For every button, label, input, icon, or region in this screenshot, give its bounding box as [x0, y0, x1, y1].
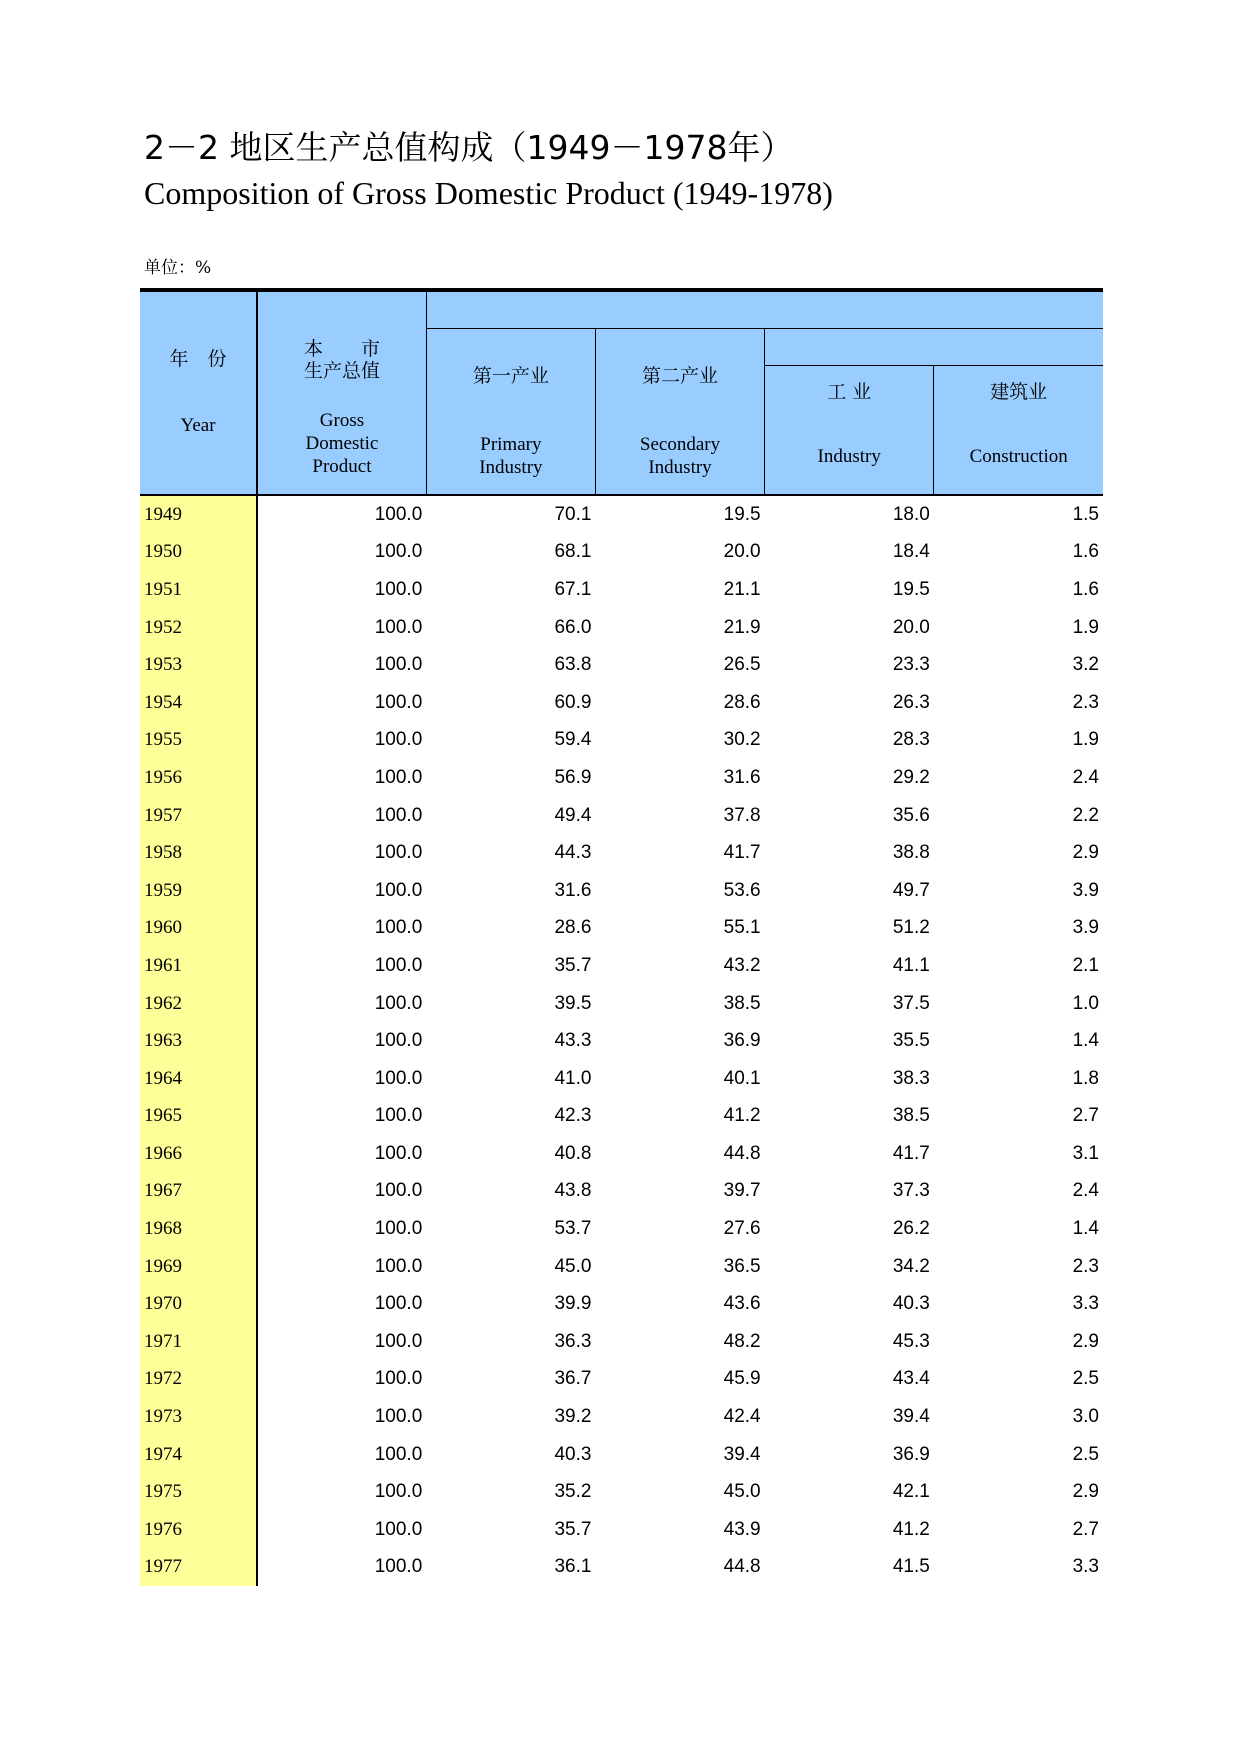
cell-secondary: 37.8 — [723, 804, 761, 826]
table-row — [140, 495, 1103, 534]
table-row — [140, 947, 1103, 985]
gdp-composition-table — [140, 288, 1103, 1586]
cell-year: 1962 — [140, 985, 257, 1023]
header-primary-cn: 第一产业 — [472, 365, 549, 388]
cell-industry: 38.8 — [892, 842, 930, 864]
cell-industry: 37.3 — [892, 1180, 930, 1202]
cell-year: 1976 — [140, 1511, 257, 1549]
cell-primary: 36.7 — [554, 1368, 592, 1390]
table-row — [140, 1511, 1103, 1549]
cell-secondary: 43.2 — [723, 954, 761, 976]
cell-primary: 28.6 — [554, 917, 592, 939]
cell-primary: 35.7 — [554, 954, 592, 976]
cell-construction: 1.9 — [1072, 616, 1099, 638]
header-construction — [934, 365, 1103, 419]
cell-industry: 34.2 — [892, 1255, 930, 1277]
cell-construction: 1.0 — [1072, 992, 1099, 1014]
cell-secondary: 21.1 — [723, 578, 761, 600]
header-year-cn: 年 份 — [169, 348, 227, 370]
table-row — [140, 1436, 1103, 1474]
cell-secondary: 28.6 — [723, 691, 761, 713]
cell-secondary: 53.6 — [723, 879, 761, 901]
cell-construction: 1.9 — [1072, 729, 1099, 751]
page-title-cn: 2－2 地区生产总值构成（1949－1978年） — [144, 128, 794, 167]
cell-industry: 38.3 — [892, 1067, 930, 1089]
table-row — [140, 534, 1103, 572]
cell-construction: 2.9 — [1072, 1330, 1099, 1352]
header-construction-cn: 建筑业 — [990, 381, 1048, 404]
cell-gdp: 100.0 — [374, 1406, 423, 1428]
header-industry-en-cell — [765, 419, 934, 495]
cell-gdp: 100.0 — [374, 1518, 423, 1540]
cell-primary: 63.8 — [554, 654, 592, 676]
unit-label: 单位：% — [144, 258, 212, 278]
header-secondary — [595, 328, 764, 495]
cell-construction: 1.4 — [1072, 1218, 1099, 1240]
cell-secondary: 21.9 — [723, 616, 761, 638]
cell-construction: 3.9 — [1072, 879, 1099, 901]
table-header — [140, 290, 1103, 495]
cell-secondary: 26.5 — [723, 654, 761, 676]
gdp-composition-table-container — [140, 288, 1103, 1586]
cell-secondary: 41.7 — [723, 842, 761, 864]
cell-industry: 40.3 — [892, 1293, 930, 1315]
cell-year: 1975 — [140, 1473, 257, 1511]
cell-primary: 68.1 — [554, 541, 592, 563]
cell-primary: 39.5 — [554, 992, 592, 1014]
cell-industry: 43.4 — [892, 1368, 930, 1390]
cell-industry: 36.9 — [892, 1443, 930, 1465]
cell-gdp: 100.0 — [374, 616, 423, 638]
cell-construction: 2.1 — [1072, 954, 1099, 976]
cell-gdp: 100.0 — [374, 842, 423, 864]
cell-industry: 18.4 — [892, 541, 930, 563]
cell-industry: 42.1 — [892, 1481, 930, 1503]
cell-primary: 40.3 — [554, 1443, 592, 1465]
header-industry-cn: 工 业 — [827, 381, 872, 404]
cell-industry: 29.2 — [892, 766, 930, 788]
cell-construction: 2.9 — [1072, 1481, 1099, 1503]
cell-gdp: 100.0 — [374, 691, 423, 713]
cell-secondary: 36.5 — [723, 1255, 761, 1277]
cell-construction: 2.4 — [1072, 766, 1099, 788]
table-row — [140, 1473, 1103, 1511]
cell-primary: 39.9 — [554, 1293, 592, 1315]
cell-secondary: 48.2 — [723, 1330, 761, 1352]
cell-construction: 2.2 — [1072, 804, 1099, 826]
cell-primary: 59.4 — [554, 729, 592, 751]
cell-construction: 3.9 — [1072, 917, 1099, 939]
header-year — [140, 290, 257, 495]
cell-year: 1952 — [140, 609, 257, 647]
cell-industry: 26.2 — [892, 1218, 930, 1240]
cell-primary: 40.8 — [554, 1142, 592, 1164]
cell-construction: 3.3 — [1072, 1293, 1099, 1315]
header-industry-en: Industry — [817, 446, 881, 467]
cell-construction: 3.3 — [1072, 1556, 1099, 1578]
cell-construction: 2.4 — [1072, 1180, 1099, 1202]
cell-industry: 26.3 — [892, 691, 930, 713]
cell-gdp: 100.0 — [374, 766, 423, 788]
cell-industry: 28.3 — [892, 729, 930, 751]
header-industry — [765, 365, 934, 419]
cell-gdp: 100.0 — [374, 1443, 423, 1465]
cell-primary: 35.2 — [554, 1481, 592, 1503]
cell-year: 1951 — [140, 571, 257, 609]
table-row — [140, 1361, 1103, 1399]
cell-industry: 49.7 — [892, 879, 930, 901]
cell-year: 1972 — [140, 1361, 257, 1399]
cell-gdp: 100.0 — [374, 1556, 423, 1578]
cell-primary: 49.4 — [554, 804, 592, 826]
table-row — [140, 1549, 1103, 1587]
cell-primary: 43.3 — [554, 1030, 592, 1052]
cell-gdp: 100.0 — [374, 503, 423, 525]
cell-primary: 67.1 — [554, 578, 592, 600]
cell-construction: 2.5 — [1072, 1368, 1099, 1390]
table-row — [140, 1173, 1103, 1211]
cell-gdp: 100.0 — [374, 1481, 423, 1503]
cell-year: 1961 — [140, 947, 257, 985]
cell-year: 1958 — [140, 834, 257, 872]
cell-secondary: 44.8 — [723, 1142, 761, 1164]
cell-industry: 19.5 — [892, 578, 930, 600]
page-title-en: Composition of Gross Domestic Product (1949-1978) — [144, 175, 833, 211]
cell-year: 1963 — [140, 1022, 257, 1060]
cell-primary: 31.6 — [554, 879, 592, 901]
cell-gdp: 100.0 — [374, 917, 423, 939]
cell-construction: 2.9 — [1072, 842, 1099, 864]
cell-gdp: 100.0 — [374, 1180, 423, 1202]
cell-year: 1968 — [140, 1210, 257, 1248]
cell-gdp: 100.0 — [374, 804, 423, 826]
cell-secondary: 43.9 — [723, 1518, 761, 1540]
cell-industry: 41.2 — [892, 1518, 930, 1540]
cell-primary: 60.9 — [554, 691, 592, 713]
cell-gdp: 100.0 — [374, 1255, 423, 1277]
table-row — [140, 1022, 1103, 1060]
cell-gdp: 100.0 — [374, 1142, 423, 1164]
cell-industry: 38.5 — [892, 1105, 930, 1127]
cell-year: 1964 — [140, 1060, 257, 1098]
table-row — [140, 571, 1103, 609]
cell-year: 1974 — [140, 1436, 257, 1474]
cell-gdp: 100.0 — [374, 954, 423, 976]
cell-industry: 41.5 — [892, 1556, 930, 1578]
cell-industry: 51.2 — [892, 917, 930, 939]
cell-industry: 41.7 — [892, 1142, 930, 1164]
cell-year: 1949 — [140, 495, 257, 534]
table-row — [140, 834, 1103, 872]
cell-primary: 36.1 — [554, 1556, 592, 1578]
table-body — [140, 495, 1103, 1586]
cell-secondary: 45.0 — [723, 1481, 761, 1503]
table-row — [140, 684, 1103, 722]
cell-gdp: 100.0 — [374, 654, 423, 676]
table-row — [140, 910, 1103, 948]
header-gdp-cn-1: 本 市 — [303, 338, 380, 360]
table-row — [140, 1098, 1103, 1136]
cell-gdp: 100.0 — [374, 578, 423, 600]
table-row — [140, 1323, 1103, 1361]
cell-construction: 2.7 — [1072, 1105, 1099, 1127]
header-secondary-cn: 第二产业 — [642, 365, 719, 388]
cell-year: 1969 — [140, 1248, 257, 1286]
cell-year: 1950 — [140, 534, 257, 572]
cell-construction: 1.8 — [1072, 1067, 1099, 1089]
cell-secondary: 38.5 — [723, 992, 761, 1014]
table-row — [140, 1210, 1103, 1248]
cell-primary: 66.0 — [554, 616, 592, 638]
cell-secondary: 20.0 — [723, 541, 761, 563]
cell-construction: 1.6 — [1072, 541, 1099, 563]
cell-industry: 20.0 — [892, 616, 930, 638]
cell-secondary: 43.6 — [723, 1293, 761, 1315]
cell-gdp: 100.0 — [374, 729, 423, 751]
cell-secondary: 27.6 — [723, 1218, 761, 1240]
cell-construction: 2.3 — [1072, 691, 1099, 713]
cell-primary: 70.1 — [554, 503, 592, 525]
header-gdp — [257, 290, 426, 495]
header-construction-en: Construction — [969, 446, 1068, 467]
cell-year: 1956 — [140, 759, 257, 797]
cell-gdp: 100.0 — [374, 1330, 423, 1352]
header-primary-en: Primary Industry — [479, 434, 543, 479]
cell-year: 1966 — [140, 1135, 257, 1173]
cell-construction: 3.1 — [1072, 1142, 1099, 1164]
cell-gdp: 100.0 — [374, 992, 423, 1014]
header-top-band — [426, 290, 1103, 328]
table-row — [140, 1398, 1103, 1436]
cell-construction: 2.7 — [1072, 1518, 1099, 1540]
cell-secondary: 40.1 — [723, 1067, 761, 1089]
cell-gdp: 100.0 — [374, 1293, 423, 1315]
cell-year: 1954 — [140, 684, 257, 722]
cell-primary: 35.7 — [554, 1518, 592, 1540]
cell-primary: 36.3 — [554, 1330, 592, 1352]
cell-secondary: 36.9 — [723, 1030, 761, 1052]
cell-primary: 41.0 — [554, 1067, 592, 1089]
cell-secondary: 31.6 — [723, 766, 761, 788]
cell-construction: 2.3 — [1072, 1255, 1099, 1277]
cell-industry: 39.4 — [892, 1406, 930, 1428]
cell-primary: 44.3 — [554, 842, 592, 864]
cell-industry: 45.3 — [892, 1330, 930, 1352]
header-secondary-en: Secondary Industry — [639, 434, 721, 479]
cell-year: 1960 — [140, 910, 257, 948]
header-year-en: Year — [180, 415, 216, 436]
cell-gdp: 100.0 — [374, 1030, 423, 1052]
table-row — [140, 759, 1103, 797]
table-row — [140, 1135, 1103, 1173]
cell-secondary: 55.1 — [723, 917, 761, 939]
table-row — [140, 985, 1103, 1023]
cell-construction: 1.5 — [1072, 503, 1099, 525]
cell-year: 1971 — [140, 1323, 257, 1361]
table-row — [140, 872, 1103, 910]
cell-secondary: 39.4 — [723, 1443, 761, 1465]
header-secondary-sub-band — [765, 328, 1103, 365]
cell-gdp: 100.0 — [374, 1105, 423, 1127]
cell-secondary: 30.2 — [723, 729, 761, 751]
cell-construction: 1.4 — [1072, 1030, 1099, 1052]
cell-year: 1977 — [140, 1549, 257, 1587]
cell-gdp: 100.0 — [374, 879, 423, 901]
cell-year: 1955 — [140, 722, 257, 760]
cell-secondary: 39.7 — [723, 1180, 761, 1202]
cell-industry: 18.0 — [892, 503, 930, 525]
cell-construction: 3.0 — [1072, 1406, 1099, 1428]
table-row — [140, 722, 1103, 760]
cell-year: 1967 — [140, 1173, 257, 1211]
cell-year: 1959 — [140, 872, 257, 910]
cell-industry: 23.3 — [892, 654, 930, 676]
cell-secondary: 42.4 — [723, 1406, 761, 1428]
cell-industry: 35.6 — [892, 804, 930, 826]
cell-secondary: 19.5 — [723, 503, 761, 525]
header-construction-en-cell — [934, 419, 1103, 495]
cell-year: 1970 — [140, 1285, 257, 1323]
cell-year: 1953 — [140, 646, 257, 684]
header-primary — [426, 328, 595, 495]
cell-construction: 2.5 — [1072, 1443, 1099, 1465]
table-row — [140, 797, 1103, 835]
header-gdp-en: Gross Domestic Product — [305, 409, 379, 477]
cell-year: 1957 — [140, 797, 257, 835]
table-row — [140, 609, 1103, 647]
cell-secondary: 41.2 — [723, 1105, 761, 1127]
cell-gdp: 100.0 — [374, 1368, 423, 1390]
cell-industry: 35.5 — [892, 1030, 930, 1052]
cell-year: 1965 — [140, 1098, 257, 1136]
table-row — [140, 646, 1103, 684]
table-row — [140, 1285, 1103, 1323]
cell-primary: 53.7 — [554, 1218, 592, 1240]
cell-secondary: 44.8 — [723, 1556, 761, 1578]
cell-construction: 1.6 — [1072, 578, 1099, 600]
cell-construction: 3.2 — [1072, 654, 1099, 676]
cell-gdp: 100.0 — [374, 1067, 423, 1089]
cell-primary: 42.3 — [554, 1105, 592, 1127]
cell-industry: 37.5 — [892, 992, 930, 1014]
cell-primary: 56.9 — [554, 766, 592, 788]
cell-primary: 45.0 — [554, 1255, 592, 1277]
cell-gdp: 100.0 — [374, 541, 423, 563]
header-gdp-cn-2: 生产总值 — [303, 360, 380, 382]
table-row — [140, 1060, 1103, 1098]
cell-primary: 43.8 — [554, 1180, 592, 1202]
cell-industry: 41.1 — [892, 954, 930, 976]
cell-gdp: 100.0 — [374, 1218, 423, 1240]
table-row — [140, 1248, 1103, 1286]
cell-secondary: 45.9 — [723, 1368, 761, 1390]
cell-primary: 39.2 — [554, 1406, 592, 1428]
cell-year: 1973 — [140, 1398, 257, 1436]
